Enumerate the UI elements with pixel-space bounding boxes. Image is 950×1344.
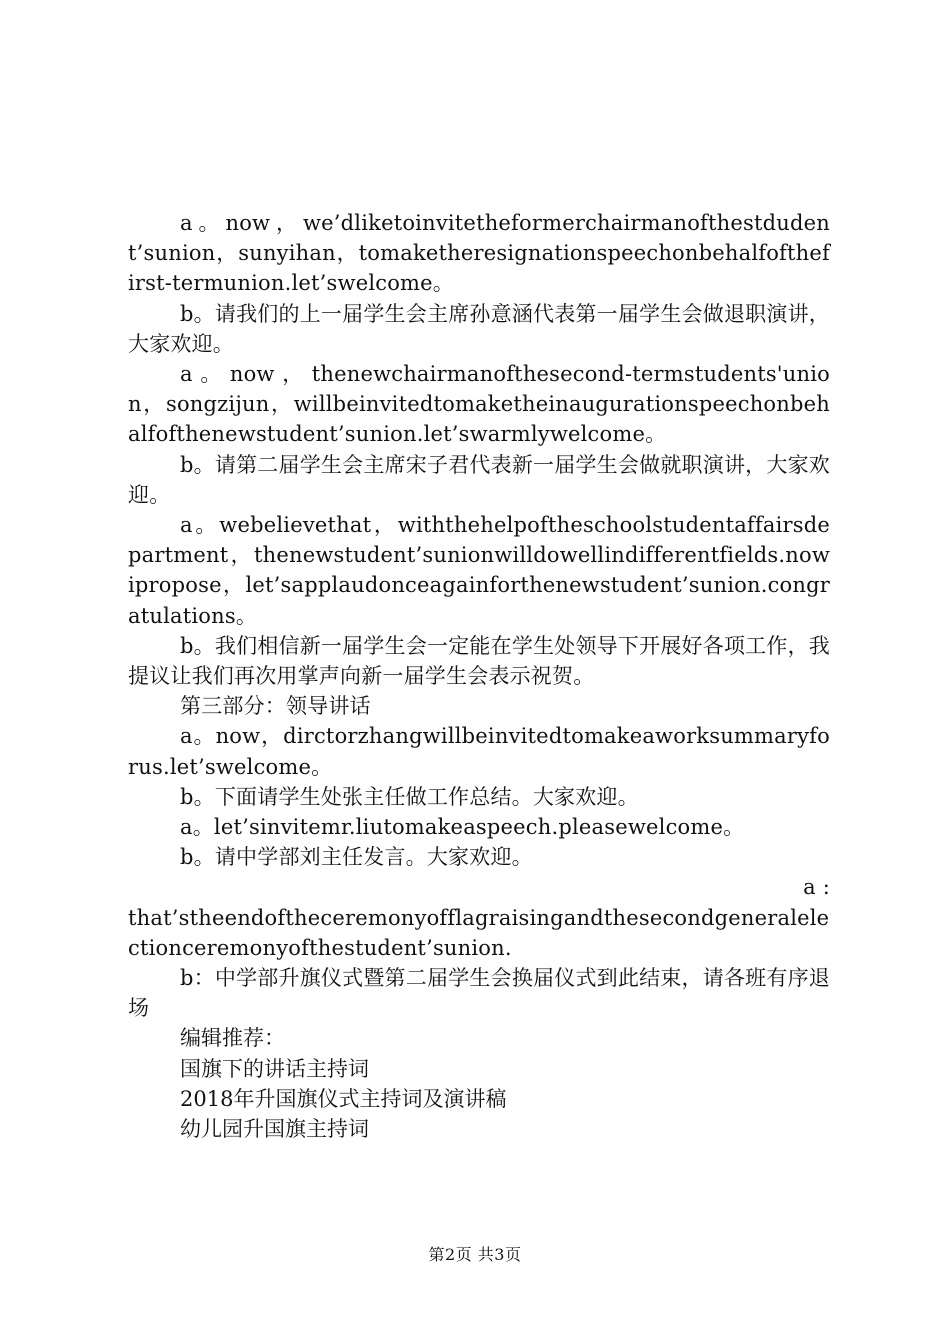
paragraph-5: a。webelievethat，withthehelpoftheschoolstudentaffairsdepartment，thenewstudent’sunionwilldowellindifferentfields.nowipropose，let’sapplaudonceagainforthenewstudent’sunion.congratulations。 xyxy=(128,513,830,628)
recommend-link-1[interactable]: 国旗下的讲话主持词 xyxy=(180,1056,369,1081)
document-body xyxy=(128,208,830,1144)
paragraph-2: b。请我们的上一届学生会主席孙意涵代表第一届学生会做退职演讲，大家欢迎。 xyxy=(128,301,830,356)
paragraph-7: a。now，dirctorzhangwillbeinvitedtomakeaworksummaryforus.let’swelcome。 xyxy=(128,724,830,779)
closing-paragraph-en: that’stheendoftheceremonyofflagraisingandthesecondgeneralelectionceremonyofthestudent’sunion. xyxy=(128,905,830,960)
closing-paragraph-cn: b：中学部升旗仪式暨第二届学生会换届仪式到此结束，请各班有序退场 xyxy=(128,966,830,1021)
page-footer xyxy=(0,1242,950,1265)
paragraph-10: b。请中学部刘主任发言。大家欢迎。 xyxy=(180,845,533,870)
closing-speaker: a : xyxy=(803,875,830,900)
paragraph-3: a 。 now ， thenewchairmanofthesecond-termstudents'union，songzijun，willbeinvitedtomaketheinaugurationspeechonbehalfofthenewstudent’sunion.let’swarmlywelcome。 xyxy=(128,362,830,447)
recommend-heading: 编辑推荐： xyxy=(180,1026,285,1051)
paragraph-6: b。我们相信新一届学生会一定能在学生处领导下开展好各项工作，我提议让我们再次用掌声向新一届学生会表示祝贺。 xyxy=(128,633,830,689)
page-number: 第2页 共3页 xyxy=(428,1245,522,1264)
paragraph-9: a。let’sinvitemr.liutomakeaspeech.pleasewelcome。 xyxy=(180,815,745,840)
recommend-link-3[interactable]: 幼儿园升国旗主持词 xyxy=(180,1117,369,1142)
paragraph-4: b。请第二届学生会主席宋子君代表新一届学生会做就职演讲，大家欢迎。 xyxy=(128,452,830,507)
paragraph-1: a。now，we’dliketoinvitetheformerchairmanofthestdudent’sunion，sunyihan，tomaketheresignationspeechonbehalfofthefirst-termunion.let’swelcome。 xyxy=(128,211,830,296)
paragraph-8: b。下面请学生处张主任做工作总结。大家欢迎。 xyxy=(180,784,639,809)
recommend-link-2[interactable]: 2018年升国旗仪式主持词及演讲稿 xyxy=(180,1086,507,1111)
section-heading: 第三部分：领导讲话 xyxy=(180,694,371,719)
